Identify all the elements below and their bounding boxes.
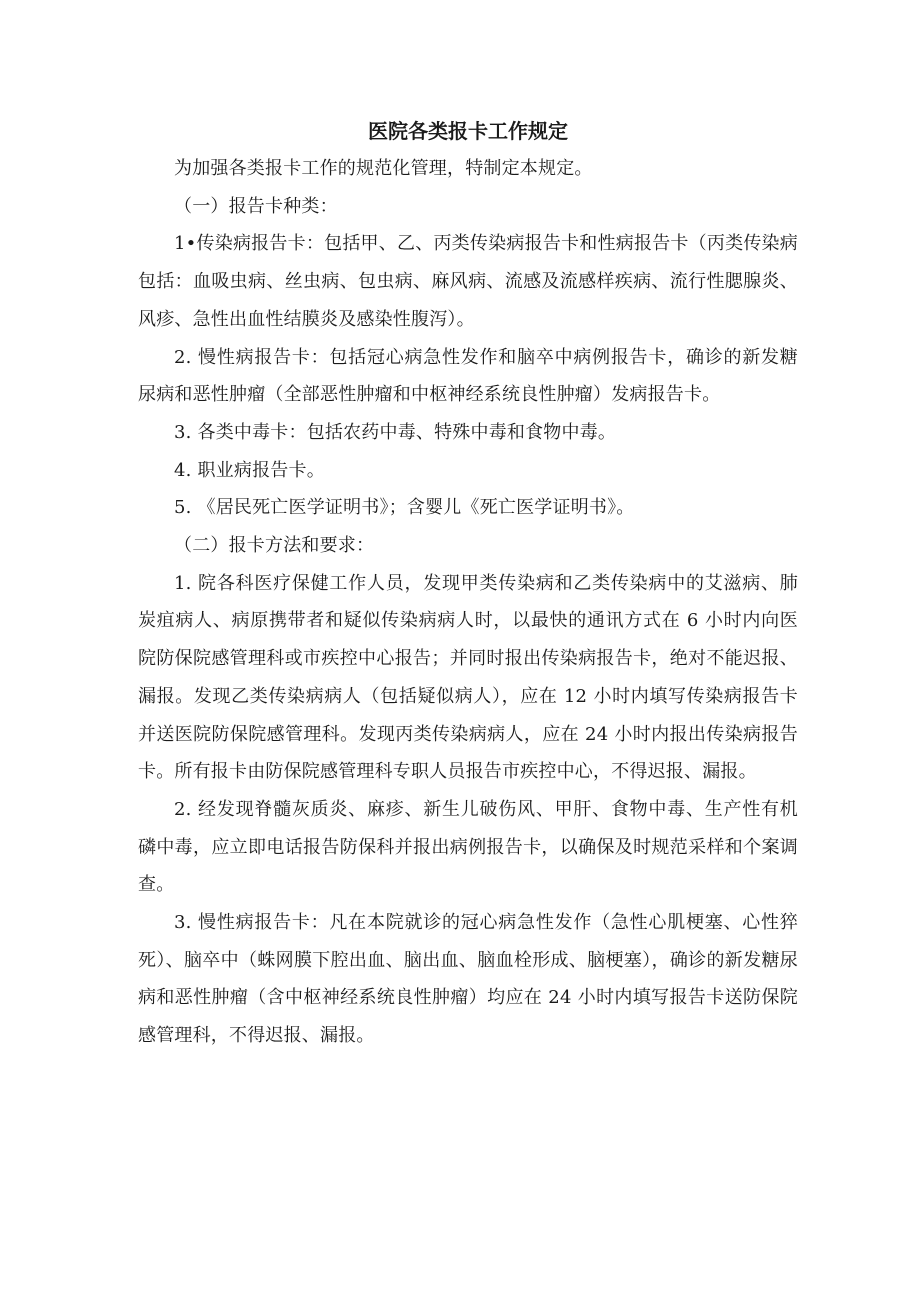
- document-page: [138, 112, 798, 1055]
- section-2-item-1: 1. 院各科医疗保健工作人员，发现甲类传染病和乙类传染病中的艾滋病、肺炭疽病人、病原携带者和疑似传染病病人时，以最快的通讯方式在 6 小时内向医院防保院感管理科或市疾控中心报告；并同时报出传染病报告卡，绝对不能迟报、漏报。发现乙类传染病病人（包括疑似病人），应在 12 小时内填写传染病报告卡并送医院防保院感管理科。发现丙类传染病病人，应在 24 小时内报出传染病报告卡。所有报卡由防保院感管理科专职人员报告市疾控中心，不得迟报、漏报。: [138, 572, 798, 783]
- section-1-item-2: 2. 慢性病报告卡：包括冠心病急性发作和脑卒中病例报告卡，确诊的新发糖尿病和恶性肿瘤（全部恶性肿瘤和中枢神经系统良性肿瘤）发病报告卡。: [138, 346, 798, 406]
- section-2-item-3: 3. 慢性病报告卡：凡在本院就诊的冠心病急性发作（急性心肌梗塞、心性猝死）、脑卒中（蛛网膜下腔出血、脑出血、脑血栓形成、脑梗塞），确诊的新发糖尿病和恶性肿瘤（含中枢神经系统良性肿瘤）均应在 24 小时内填写报告卡送防保院感管理科，不得迟报、漏报。: [138, 912, 798, 1047]
- section-1-item-4: 4. 职业病报告卡。: [174, 459, 325, 481]
- document-title: 医院各类报卡工作规定: [368, 119, 568, 143]
- section-2-heading: （二）报卡方法和要求：: [174, 535, 375, 557]
- intro-paragraph: 为加强各类报卡工作的规范化管理，特制定本规定。: [174, 158, 593, 179]
- section-1-item-5: 5. 《居民死亡医学证明书》；含婴儿《死亡医学证明书》。: [174, 497, 635, 519]
- section-1-item-3: 3. 各类中毒卡：包括农药中毒、特殊中毒和食物中毒。: [174, 421, 617, 443]
- section-2-item-2: 2. 经发现脊髓灰质炎、麻疹、新生儿破伤风、甲肝、食物中毒、生产性有机磷中毒，应立即电话报告防保科并报出病例报告卡，以确保及时规范采样和个案调查。: [138, 798, 798, 896]
- section-1-item-1: 1•传染病报告卡：包括甲、乙、丙类传染病报告卡和性病报告卡（丙类传染病包括：血吸虫病、丝虫病、包虫病、麻风病、流感及流感样疾病、流行性腮腺炎、风疹、急性出血性结膜炎及感染性腹泻）。: [138, 233, 798, 330]
- section-1-heading: （一）报告卡种类：: [174, 195, 338, 217]
